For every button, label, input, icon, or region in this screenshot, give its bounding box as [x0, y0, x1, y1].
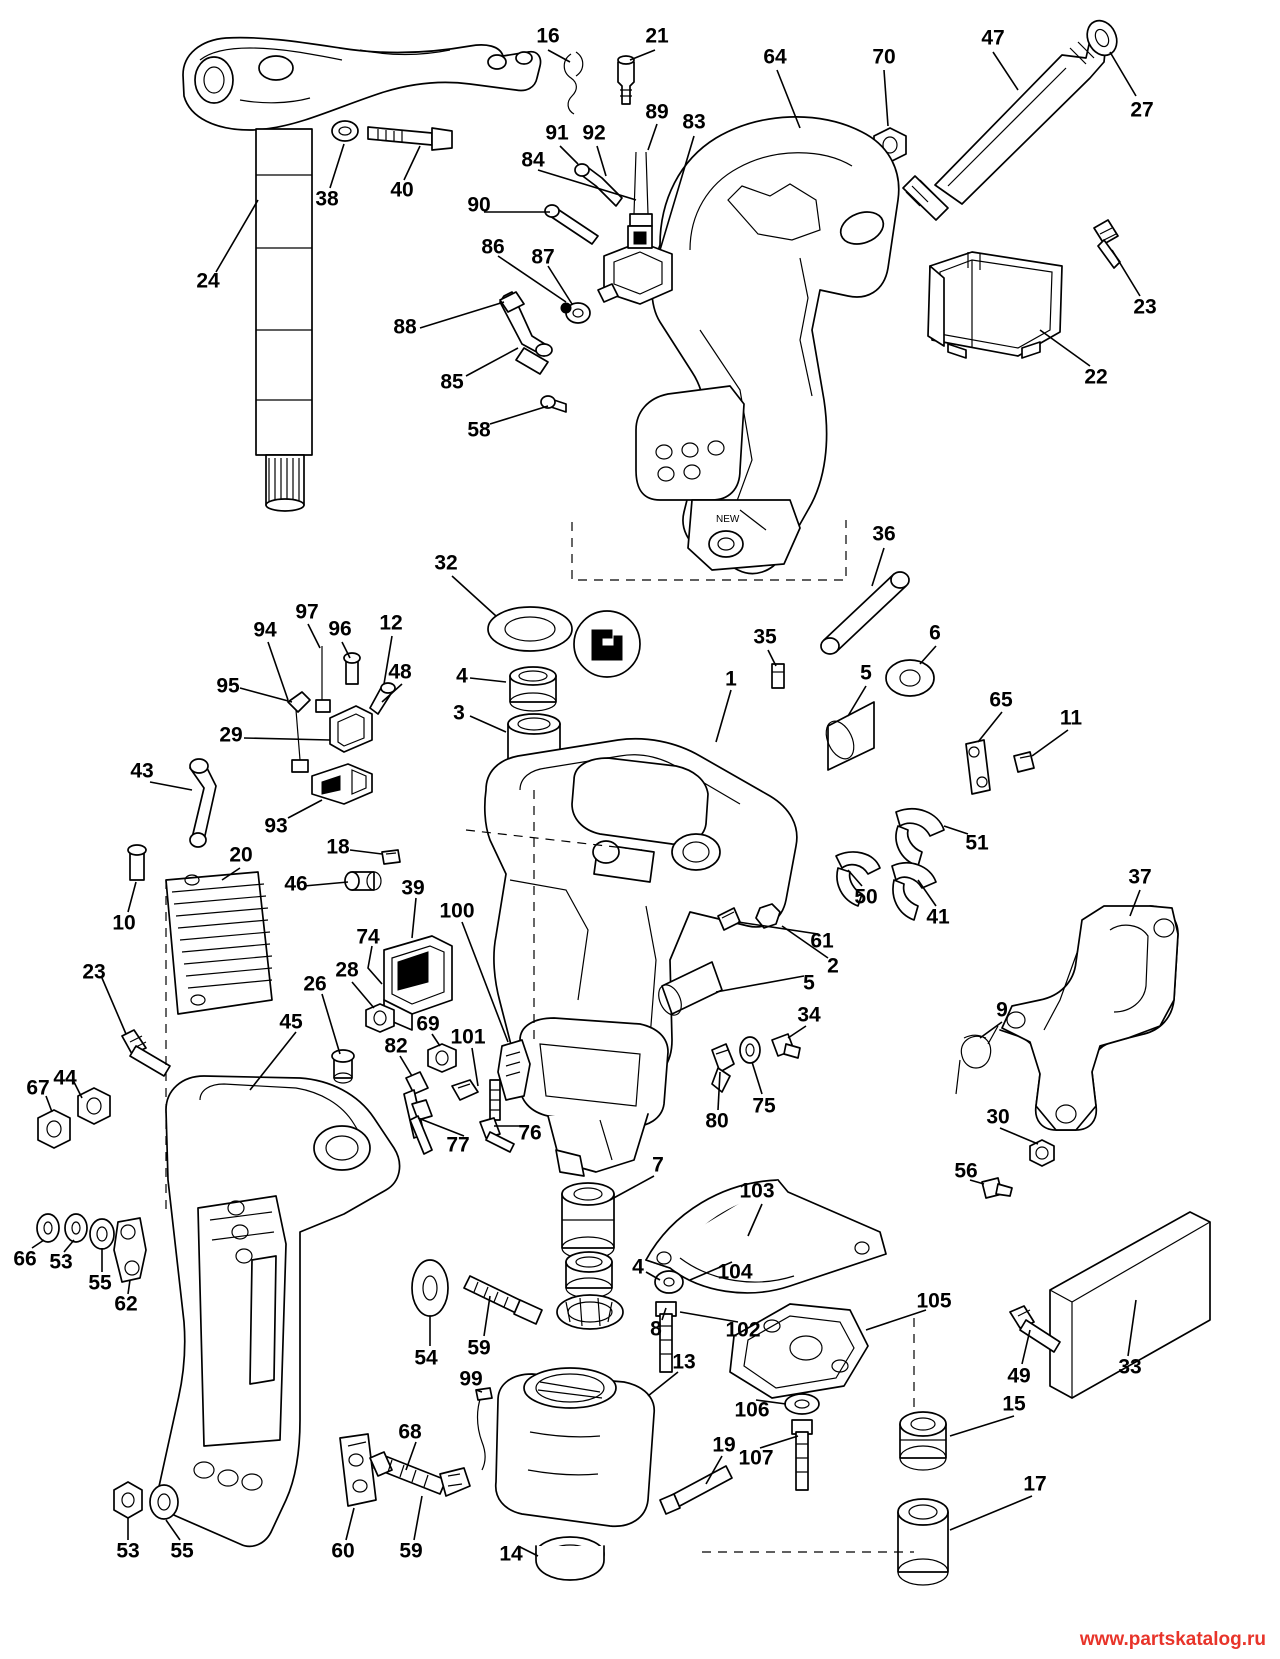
callout-92: 92 [582, 121, 606, 145]
callout-53-lower: 53 [116, 1539, 140, 1563]
part-screw-26 [332, 1050, 354, 1083]
part-anode-65 [966, 740, 990, 794]
part-washer-104 [655, 1271, 683, 1293]
callout-60: 60 [331, 1539, 355, 1563]
part-bracket-12 [330, 706, 372, 752]
callout-4-lower: 4 [632, 1255, 644, 1279]
callout-47: 47 [981, 26, 1005, 50]
callout-2: 2 [827, 954, 839, 978]
callout-50: 50 [854, 885, 878, 909]
part-detail-circle [574, 611, 640, 677]
callout-88: 88 [393, 315, 417, 339]
callout-35: 35 [753, 625, 777, 649]
part-clip-97 [316, 646, 330, 712]
part-sleeve-17 [898, 1499, 948, 1585]
callout-15: 15 [1002, 1392, 1026, 1416]
part-swivel-tube-24 [256, 129, 312, 511]
callout-96: 96 [328, 617, 352, 641]
part-washer-55-upper [90, 1219, 114, 1249]
callout-7: 7 [652, 1153, 664, 1177]
part-washer-55-lower [150, 1485, 178, 1519]
part-bolt-19 [660, 1466, 732, 1514]
part-bracket-100 [498, 1040, 530, 1100]
part-link-43 [190, 759, 216, 847]
callout-77: 77 [446, 1133, 470, 1157]
callout-24: 24 [196, 269, 220, 293]
part-grille-20 [166, 872, 272, 1014]
callout-90: 90 [467, 193, 491, 217]
callout-21: 21 [645, 24, 669, 48]
callout-67: 67 [26, 1076, 50, 1100]
part-bolt-59-upper [464, 1276, 542, 1324]
callout-97: 97 [295, 600, 319, 624]
callout-19: 19 [712, 1433, 736, 1457]
callout-55-lower: 55 [170, 1539, 194, 1563]
callout-76: 76 [518, 1121, 542, 1145]
part-screw-58 [541, 396, 566, 412]
callout-91: 91 [545, 121, 569, 145]
callout-51: 51 [965, 831, 989, 855]
callout-74: 74 [356, 925, 380, 949]
callout-5-upper: 5 [860, 661, 872, 685]
callout-34: 34 [797, 1003, 821, 1027]
part-screw-96 [344, 653, 360, 684]
callout-53-upper: 53 [49, 1250, 73, 1274]
callout-106: 106 [734, 1398, 770, 1422]
callout-3: 3 [453, 701, 465, 725]
callout-16: 16 [536, 24, 560, 48]
callout-64: 64 [763, 45, 787, 69]
part-nut-67 [38, 1110, 70, 1148]
callout-14: 14 [499, 1542, 523, 1566]
callout-33: 33 [1118, 1355, 1142, 1379]
part-clip-101 [452, 1080, 500, 1120]
callout-93: 93 [264, 814, 288, 838]
part-mount-7 [562, 1183, 614, 1259]
callout-10: 10 [112, 911, 136, 935]
part-spacer-5-upper [821, 702, 874, 770]
part-screw-76 [480, 1118, 514, 1152]
part-washer-106 [785, 1394, 819, 1414]
callout-28: 28 [335, 958, 359, 982]
callout-44: 44 [53, 1066, 77, 1090]
part-screw-34 [772, 1034, 800, 1058]
part-screw-56 [982, 1178, 1012, 1198]
callout-11: 11 [1059, 706, 1083, 730]
callout-75: 75 [752, 1094, 776, 1118]
callout-48: 48 [388, 660, 412, 684]
callout-65: 65 [989, 688, 1013, 712]
part-bolt-40 [368, 127, 452, 150]
part-bracket-37 [1000, 906, 1178, 1130]
callout-59-upper: 59 [467, 1336, 491, 1360]
callout-45: 45 [279, 1010, 303, 1034]
callout-101: 101 [450, 1025, 486, 1049]
callout-13: 13 [672, 1350, 696, 1374]
part-rod-36 [821, 572, 909, 654]
callout-46: 46 [284, 872, 308, 896]
callout-70: 70 [872, 45, 896, 69]
part-swivel-bracket-1 [485, 739, 797, 1176]
svg-text:NEW: NEW [716, 514, 740, 525]
callout-5-lower: 5 [803, 971, 815, 995]
part-screw-48 [370, 683, 395, 714]
part-washer-53-lower [114, 1482, 142, 1518]
part-tilt-tube-47 [903, 40, 1106, 220]
part-pin-80 [712, 1044, 734, 1092]
part-washer-75 [740, 1037, 760, 1063]
part-bushing-46 [345, 872, 381, 890]
part-rod-89 [630, 152, 652, 226]
part-grommet-15 [900, 1412, 946, 1470]
callout-18: 18 [326, 835, 350, 859]
part-clip-99 [476, 1388, 492, 1470]
callout-43: 43 [130, 759, 154, 783]
part-screw-10 [128, 845, 146, 880]
part-nut-30 [1030, 1140, 1054, 1166]
callout-37: 37 [1128, 865, 1152, 889]
part-washer-6 [886, 660, 934, 696]
callout-59-lower: 59 [399, 1539, 423, 1563]
callout-83: 83 [682, 110, 706, 134]
callout-12: 12 [379, 611, 403, 635]
callout-32: 32 [434, 551, 458, 575]
callout-107: 107 [738, 1446, 774, 1470]
callout-39: 39 [401, 876, 425, 900]
part-wire-95 [288, 692, 310, 772]
callout-41: 41 [926, 905, 950, 929]
callout-49: 49 [1007, 1364, 1031, 1388]
callout-29: 29 [219, 723, 243, 747]
part-bracket-60 [340, 1434, 376, 1506]
callout-100: 100 [439, 899, 475, 923]
part-grease-fitting-21 [618, 56, 634, 104]
callout-36: 36 [872, 522, 896, 546]
part-lever-88 [500, 292, 552, 374]
callout-82: 82 [384, 1034, 408, 1058]
callout-66: 66 [13, 1247, 37, 1271]
part-bushing-51 [896, 809, 944, 866]
part-screw-23-top [1094, 220, 1120, 268]
callout-1: 1 [725, 667, 737, 691]
part-pin-35 [772, 664, 784, 688]
callout-6: 6 [929, 621, 941, 645]
callout-94: 94 [253, 618, 277, 642]
part-housing-13 [496, 1368, 654, 1526]
part-connector-93 [312, 764, 372, 804]
part-nut-14 [536, 1537, 604, 1580]
callout-68: 68 [398, 1420, 422, 1444]
callout-30: 30 [986, 1105, 1010, 1129]
part-washer-66 [37, 1214, 59, 1242]
part-spring-9 [956, 1026, 998, 1094]
part-nut-44 [78, 1088, 110, 1124]
callout-54: 54 [414, 1346, 438, 1370]
part-seal-32 [488, 607, 572, 651]
part-link-92 [575, 164, 622, 206]
callout-22: 22 [1084, 365, 1108, 389]
part-seal-4-lower [566, 1252, 612, 1298]
part-washer-54 [412, 1260, 448, 1316]
callout-9: 9 [996, 998, 1008, 1022]
callout-103: 103 [739, 1179, 775, 1203]
callout-61: 61 [810, 929, 834, 953]
callout-95: 95 [216, 674, 240, 698]
watermark-url: www.partskatalog.ru [1079, 1629, 1266, 1650]
callout-62: 62 [114, 1292, 138, 1316]
part-bushing-38 [332, 121, 358, 141]
part-screw-77 [410, 1100, 432, 1154]
callout-89: 89 [645, 100, 669, 124]
callout-85: 85 [440, 370, 464, 394]
callout-104: 104 [717, 1260, 753, 1284]
callout-102: 102 [725, 1318, 761, 1342]
callout-56: 56 [954, 1159, 978, 1183]
callout-105: 105 [916, 1289, 952, 1313]
callout-4-upper: 4 [456, 664, 468, 688]
callout-87: 87 [531, 245, 555, 269]
callout-26: 26 [303, 972, 327, 996]
part-bolt-68-59 [370, 1452, 470, 1496]
callout-40: 40 [390, 178, 414, 202]
part-screw-23-left [122, 1030, 170, 1076]
part-cover-22 [928, 252, 1062, 358]
part-pin-90 [545, 205, 598, 244]
part-clip-16 [564, 52, 583, 114]
part-screw-11 [1014, 752, 1034, 772]
callout-80: 80 [705, 1109, 729, 1133]
callout-58: 58 [467, 418, 491, 442]
callout-23-left: 23 [82, 960, 106, 984]
callout-86: 86 [481, 235, 505, 259]
callout-27: 27 [1130, 98, 1154, 122]
callout-84: 84 [521, 148, 545, 172]
part-bearing-4-upper [510, 667, 556, 711]
part-washer-53-upper [65, 1214, 87, 1242]
part-link-62 [114, 1218, 146, 1282]
callout-69: 69 [416, 1012, 440, 1036]
callout-55-upper: 55 [88, 1271, 112, 1295]
part-screw-18 [382, 850, 400, 864]
part-steering-arm [183, 38, 541, 130]
part-bearing-8 [557, 1295, 623, 1329]
callout-38: 38 [315, 187, 339, 211]
callout-99: 99 [459, 1367, 483, 1391]
callout-23-top: 23 [1133, 295, 1157, 319]
part-bolt-107 [792, 1420, 812, 1490]
callout-20: 20 [229, 843, 253, 867]
part-swivel-bracket-64 [636, 117, 899, 574]
part-nut-28 [366, 1004, 394, 1032]
callout-8: 8 [650, 1317, 662, 1341]
callout-17: 17 [1023, 1472, 1047, 1496]
